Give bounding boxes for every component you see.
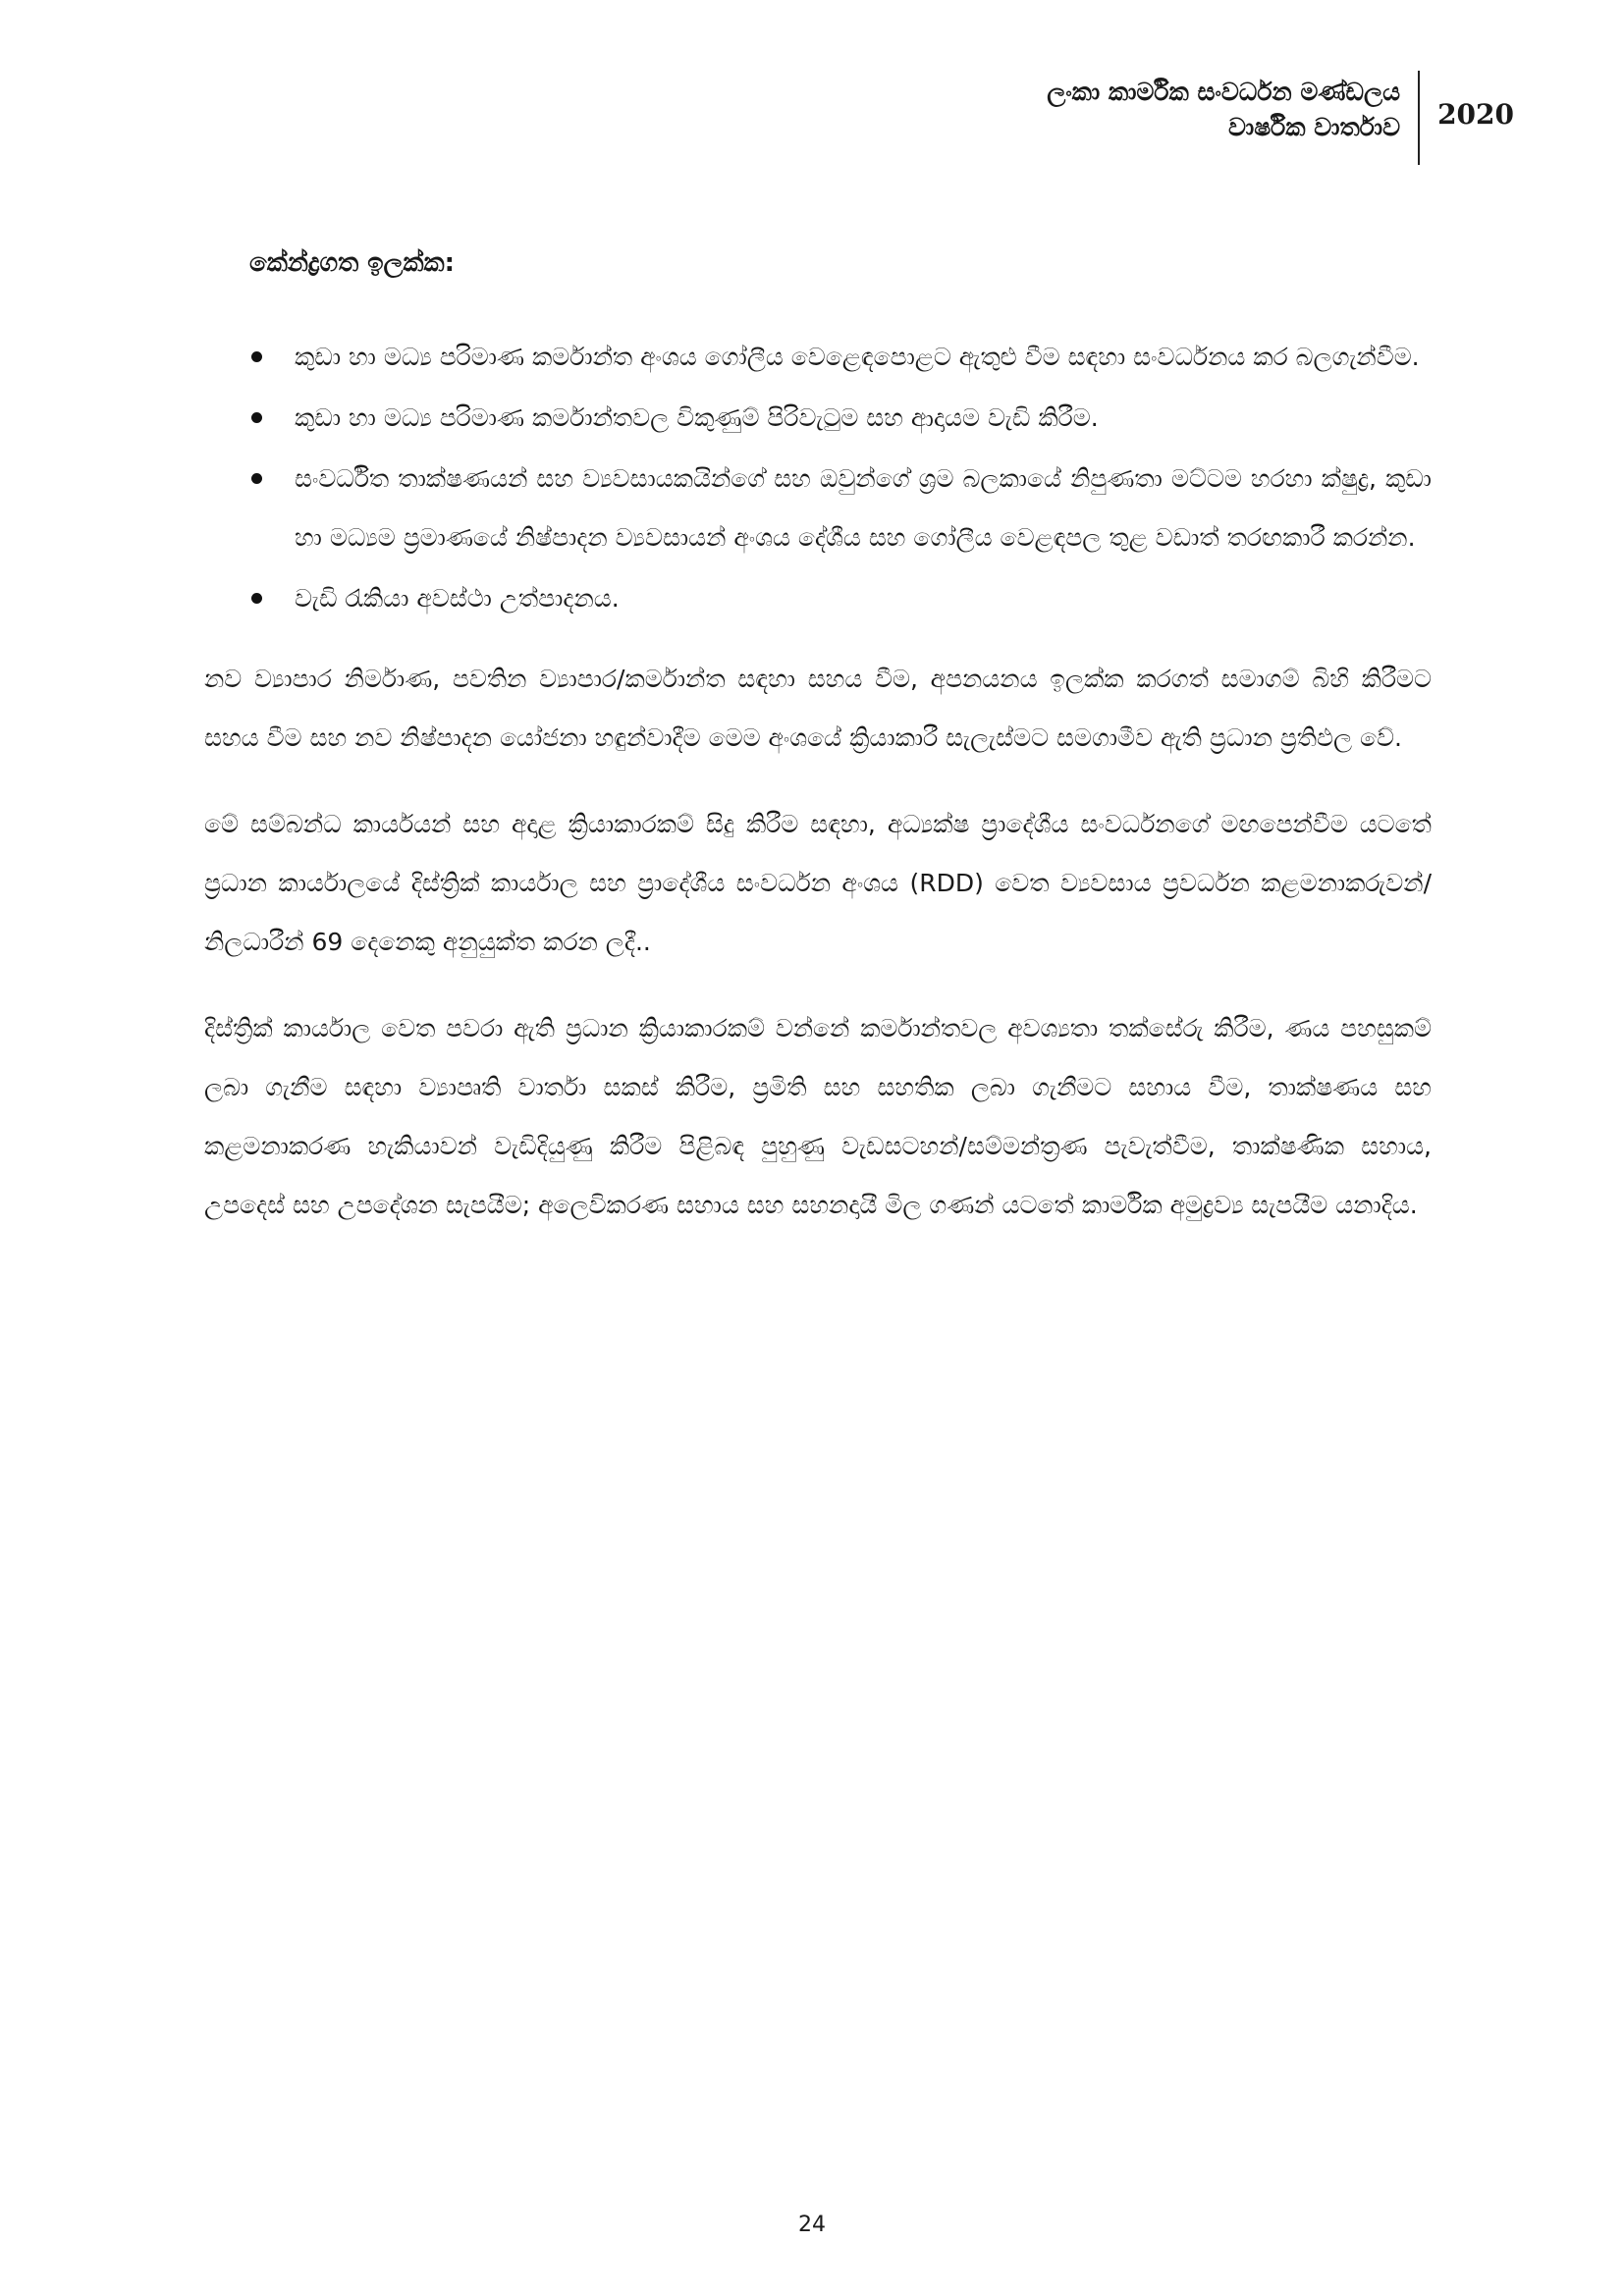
paragraph-district-activities: දිස්ත්‍රික් කාර්යාල වෙත පවරා ඇති ප්‍රධාන ක්‍රියාකාරකම් වන්නේ කර්මාන්තවල අවශ්‍යතා තක්සේරු කිරීම, ණය පහසුකම් ලබා ගැනීම සඳහා ව්‍යාපෘති වාර්තා සකස් කිරීම, ප්‍රමිති සහ සහතික ලබා ගැනීමට සහාය වීම, තාක්ෂණය සහ කළමනාකරණ හැකියාවන් වැඩිදියුණු කිරීම පිළිබඳ පුහුණු වැඩසටහන්/සම්මන්ත්‍රණ පැවැත්වීම, තාක්ෂණික සහාය, උපදෙස් සහ උපදේශන සැපයීම; අලෙවිකරණ සහාය සහ සහනදායී මිල ගණන් යටතේ කාර්මික අමුද්‍රව්‍ය සැපයීම යනාදිය. (204, 1014, 1432, 1219)
list-item (204, 389, 1432, 448)
list-item-text: කුඩා හා මධ්‍ය පරිමාණ කර්මාන්තවල විකුණුම් පිරිවැටුම සහ ආදායම වැඩි කිරීම. (295, 403, 1099, 432)
list-item (204, 450, 1432, 567)
list-item-text: කුඩා හා මධ්‍ය පරිමාණ කර්මාන්ත අංශය ගෝලීය වෙළෙඳපොළට ඇතුළු වීම සඳහා සංවර්ධනය කර බලගැන්වීම. (295, 343, 1420, 371)
bullet-icon (251, 351, 262, 362)
targets-list (204, 328, 1432, 628)
page-header (1047, 71, 1514, 165)
list-item-text: සංවර්ධිත තාක්ෂණයන් සහ ව්‍යවසායකයින්ගේ සහ ඔවුන්ගේ ශ්‍රම බලකායේ නිපුණතා මට්ටම හරහා ක්ෂුද්‍ර, කුඩා හා මධ්‍යම ප්‍රමාණයේ නිෂ්පාදන ව්‍යවසායන් අංශය දේශීය සහ ගෝලීය වෙළඳපල තුළ වඩාත් තරඟකාරී කරන්න. (295, 464, 1432, 552)
header-year: 2020 (1437, 98, 1514, 131)
section-title: කේන්ද්‍රගත ඉලක්ක: (249, 248, 455, 278)
list-item (204, 328, 1432, 387)
page-content (204, 243, 1432, 1262)
header-org-name: ලංකා කාර්මික සංවර්ධන මණ්ඩලය (1047, 78, 1401, 106)
bullet-icon (251, 412, 262, 423)
paragraph-officers: මේ සම්බන්ධ කාර්යයන් සහ අදාළ ක්‍රියාකාරකම් සිදු කිරීම සඳහා, අධ්‍යක්ෂ ප්‍රාදේශීය සංවර්ධනගේ මඟපෙන්වීම යටතේ ප්‍රධාන කාර්යාලයේ දිස්ත්‍රික් කාර්යාල සහ ප්‍රාදේශීය සංවර්ධන අංශය (RDD) වෙත ව්‍යවසාය ප්‍රවර්ධන කළමනාකරුවන්/නිලධාරීන් 69 දෙනෙකු අනුයුක්ත කරන ලදී.. (204, 810, 1432, 956)
list-item (204, 569, 1432, 628)
paragraph-outcomes: නව ව්‍යාපාර නිර්මාණ, පවතින ව්‍යාපාර/කර්මාන්ත සඳහා සහය වීම, අපනයනය ඉලක්ක කරගත් සමාගම් බිහි කිරීමට සහය වීම සහ නව නිෂ්පාදන යෝජනා හඳුන්වාදීම මෙම අංශයේ ක්‍රියාකාරී සැලැස්මට සමගාමීව ඇති ප්‍රධාන ප්‍රතිඵල වේ. (204, 665, 1432, 752)
header-report-name: වාර්ෂික වාර්තාව (1228, 113, 1401, 141)
list-item-text: වැඩි රැකියා අවස්ථා උත්පාදනය. (295, 584, 620, 613)
bullet-icon (251, 473, 262, 484)
header-titles (1047, 71, 1418, 165)
page-number: 24 (798, 2213, 826, 2237)
bullet-icon (251, 593, 262, 604)
